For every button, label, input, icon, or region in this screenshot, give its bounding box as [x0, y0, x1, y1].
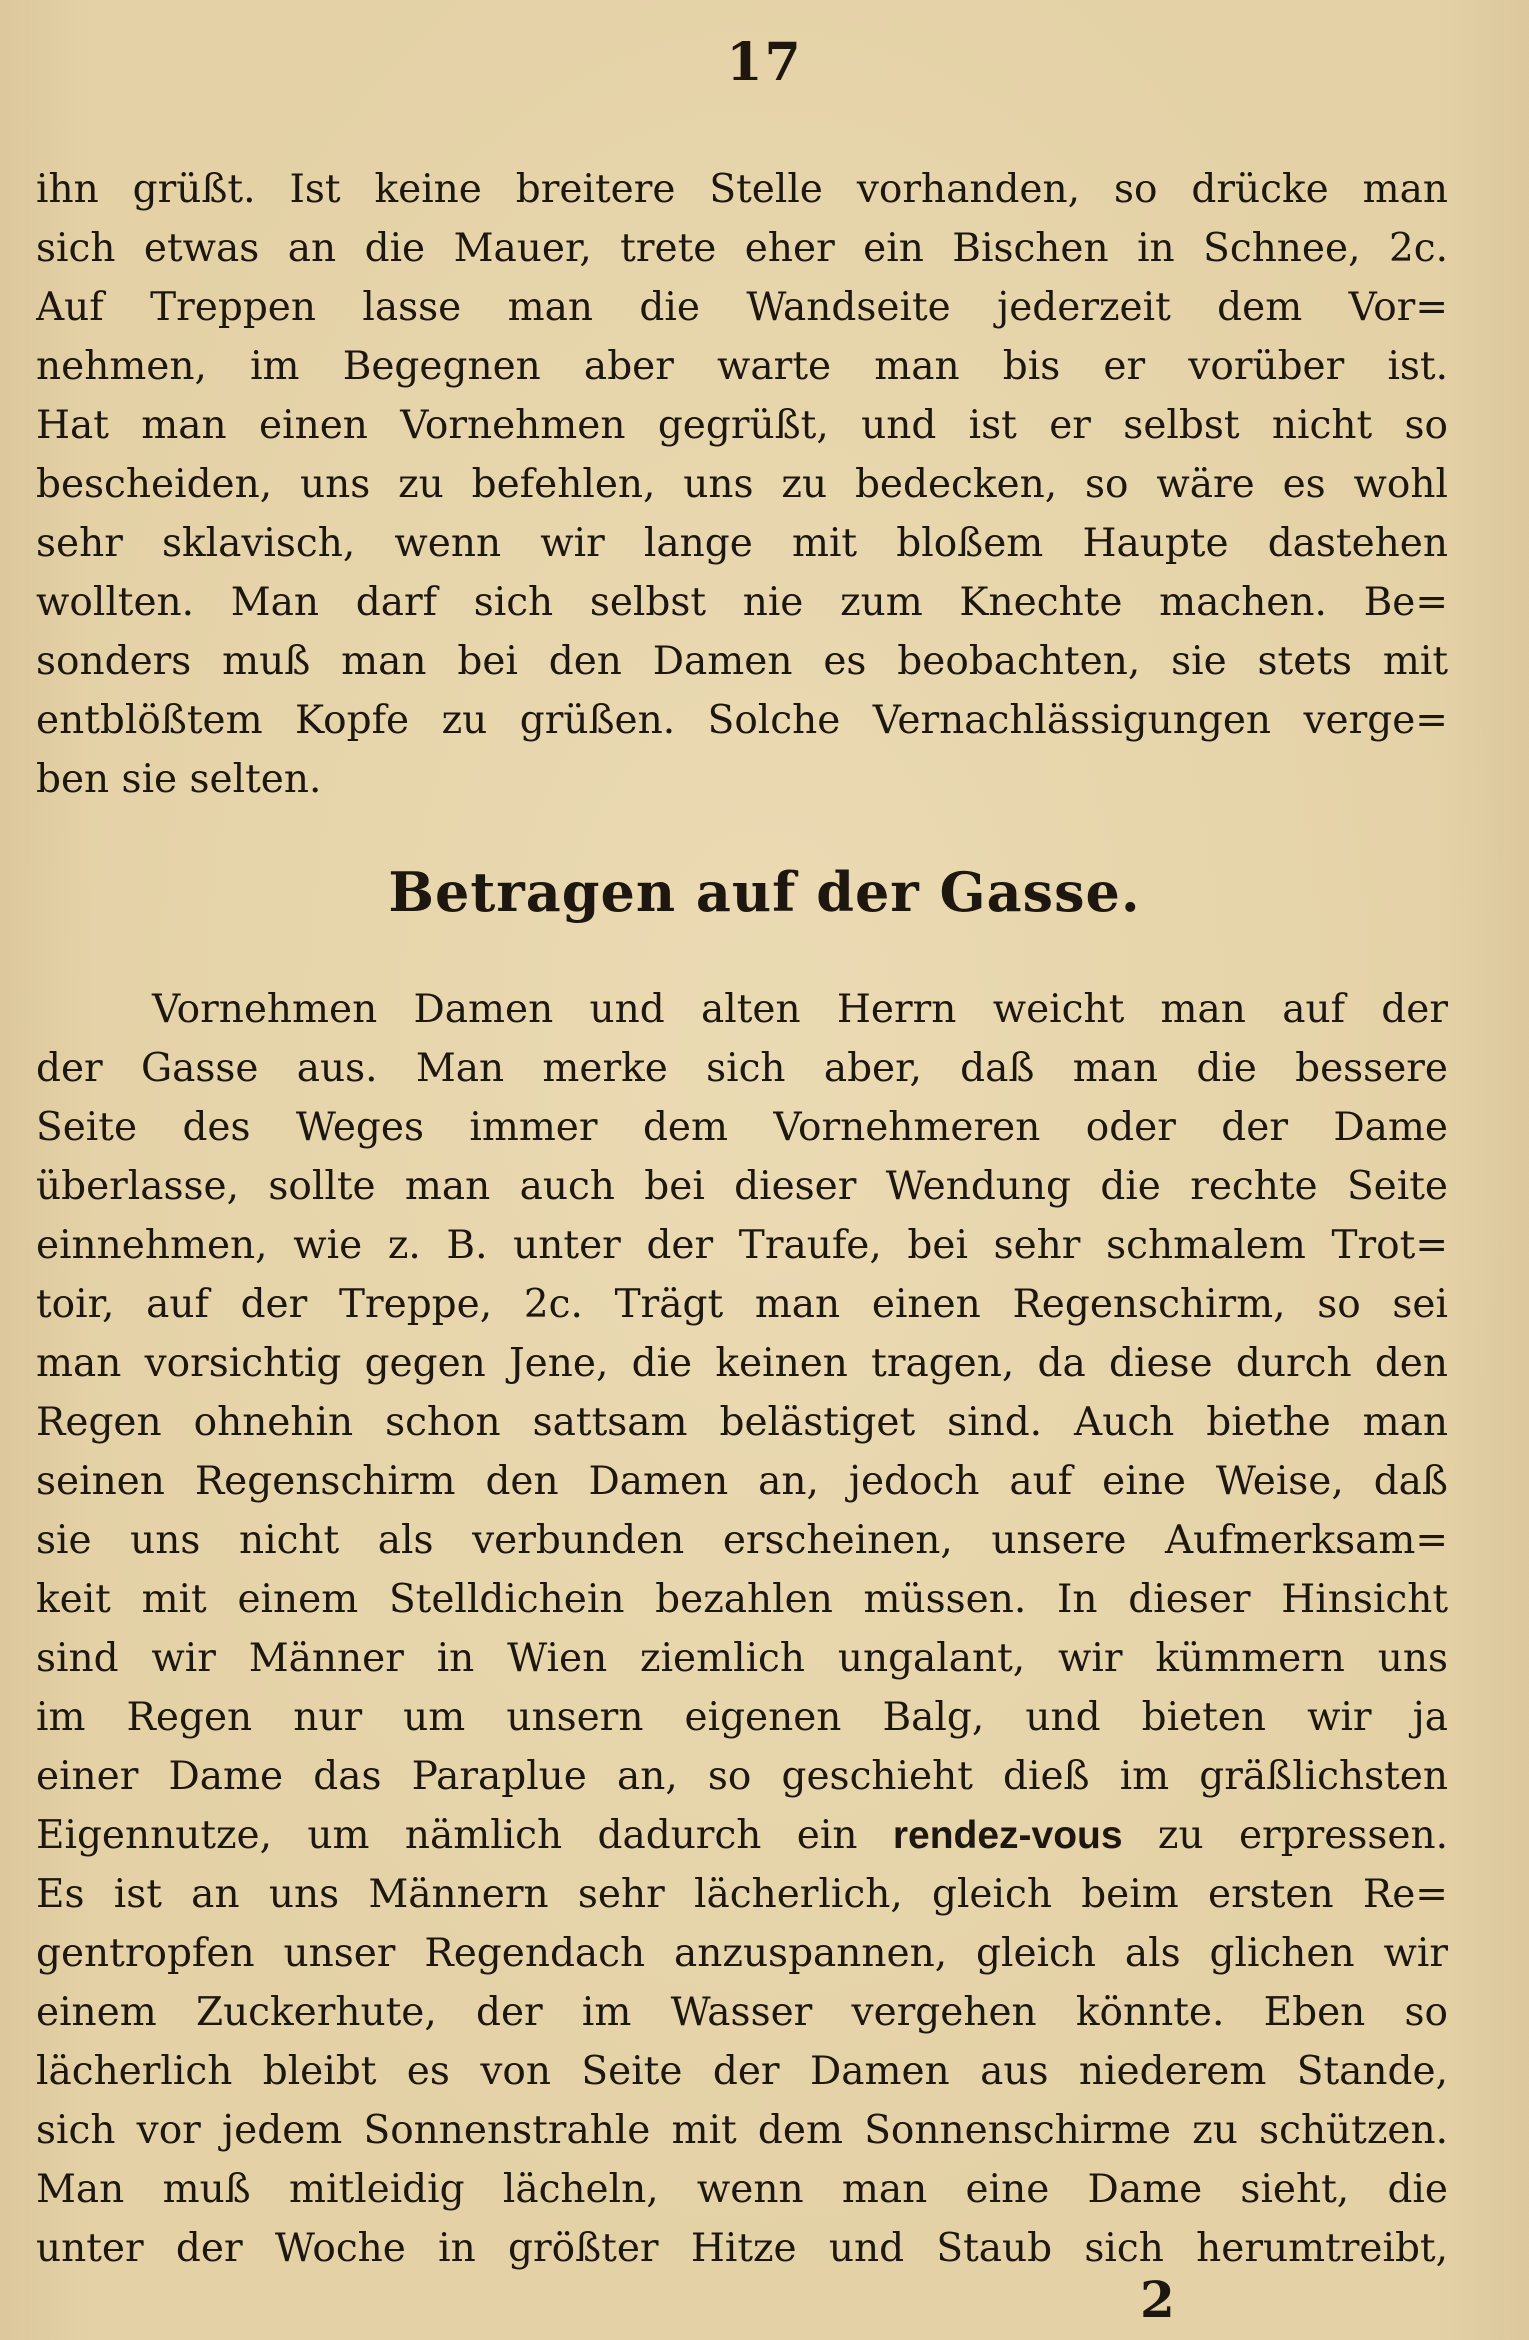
text-line: seinen Regenschirm den Damen an, jedoch auf eine Weise, daß: [36, 1459, 1448, 1504]
text-line: Es ist an uns Männern sehr lächerlich, gleich beim ersten Re=: [36, 1872, 1448, 1917]
text-segment: Eigennutze, um nämlich dadurch ein: [36, 1813, 893, 1858]
text-line: überlasse, sollte man auch bei dieser Wendung die rechte Seite: [36, 1164, 1448, 1209]
text-line: entblößtem Kopfe zu grüßen. Solche Vernachlässigungen verge=: [36, 698, 1448, 743]
text-line-with-latin: [36, 1806, 1448, 1865]
text-line: keit mit einem Stelldichein bezahlen müssen. In dieser Hinsicht: [36, 1577, 1448, 1622]
text-line: sind wir Männer in Wien ziemlich ungalant, wir kümmern uns: [36, 1636, 1448, 1681]
text-line: ben sie selten.: [36, 757, 322, 802]
text-line: sonders muß man bei den Damen es beobachten, sie stets mit: [36, 639, 1448, 684]
text-line: toir, auf der Treppe, 2c. Trägt man einen Regenschirm, so sei: [36, 1282, 1448, 1327]
text-line: unter der Woche in größter Hitze und Staub sich herumtreibt,: [36, 2226, 1448, 2271]
text-line: Seite des Weges immer dem Vornehmeren oder der Dame: [36, 1105, 1448, 1150]
text-line: lächerlich bleibt es von Seite der Damen aus niederem Stande,: [36, 2049, 1448, 2094]
section-heading: Betragen auf der Gasse.: [388, 860, 1141, 924]
text-line: nehmen, im Begegnen aber warte man bis er vorüber ist.: [36, 344, 1448, 389]
text-line: sich vor jedem Sonnenstrahle mit dem Sonnenschirme zu schützen.: [36, 2108, 1448, 2153]
text-line: sich etwas an die Mauer, trete eher ein Bischen in Schnee, 2c.: [36, 226, 1448, 271]
text-line: Vornehmen Damen und alten Herrn weicht man auf der: [152, 987, 1448, 1032]
page-number: 17: [726, 32, 803, 93]
text-line: bescheiden, uns zu befehlen, uns zu bedecken, so wäre es wohl: [36, 462, 1448, 507]
text-line: einem Zuckerhute, der im Wasser vergehen könnte. Eben so: [36, 1990, 1448, 2035]
text-line: man vorsichtig gegen Jene, die keinen tragen, da diese durch den: [36, 1341, 1448, 1386]
text-segment: zu erpressen.: [1122, 1813, 1448, 1858]
text-line: einer Dame das Paraplue an, so geschieht dieß im gräßlichsten: [36, 1754, 1448, 1799]
text-line: der Gasse aus. Man merke sich aber, daß man die bessere: [36, 1046, 1448, 1091]
text-line: Man muß mitleidig lächeln, wenn man eine Dame sieht, die: [36, 2167, 1448, 2212]
text-line: wollten. Man darf sich selbst nie zum Knechte machen. Be=: [36, 580, 1448, 625]
text-line: sie uns nicht als verbunden erscheinen, unsere Aufmerksam=: [36, 1518, 1448, 1563]
signature-mark: 2: [1140, 2270, 1175, 2329]
text-line: Auf Treppen lasse man die Wandseite jederzeit dem Vor=: [36, 285, 1448, 330]
paragraph-continuation: [36, 160, 1448, 809]
text-line: im Regen nur um unsern eigenen Balg, und bieten wir ja: [36, 1695, 1448, 1740]
text-line: ihn grüßt. Ist keine breitere Stelle vorhanden, so drücke man: [36, 167, 1448, 212]
section-paragraph: [36, 980, 1448, 2278]
text-line: Regen ohnehin schon sattsam belästiget sind. Auch biethe man: [36, 1400, 1448, 1445]
text-line: gentropfen unser Regendach anzuspannen, gleich als glichen wir: [36, 1931, 1448, 1976]
text-line: Hat man einen Vornehmen gegrüßt, und ist er selbst nicht so: [36, 403, 1448, 448]
latin-phrase: rendez-vous: [892, 1814, 1123, 1857]
text-line: einnehmen, wie z. B. unter der Traufe, bei sehr schmalem Trot=: [36, 1223, 1448, 1268]
text-line: sehr sklavisch, wenn wir lange mit bloßem Haupte dastehen: [36, 521, 1448, 566]
